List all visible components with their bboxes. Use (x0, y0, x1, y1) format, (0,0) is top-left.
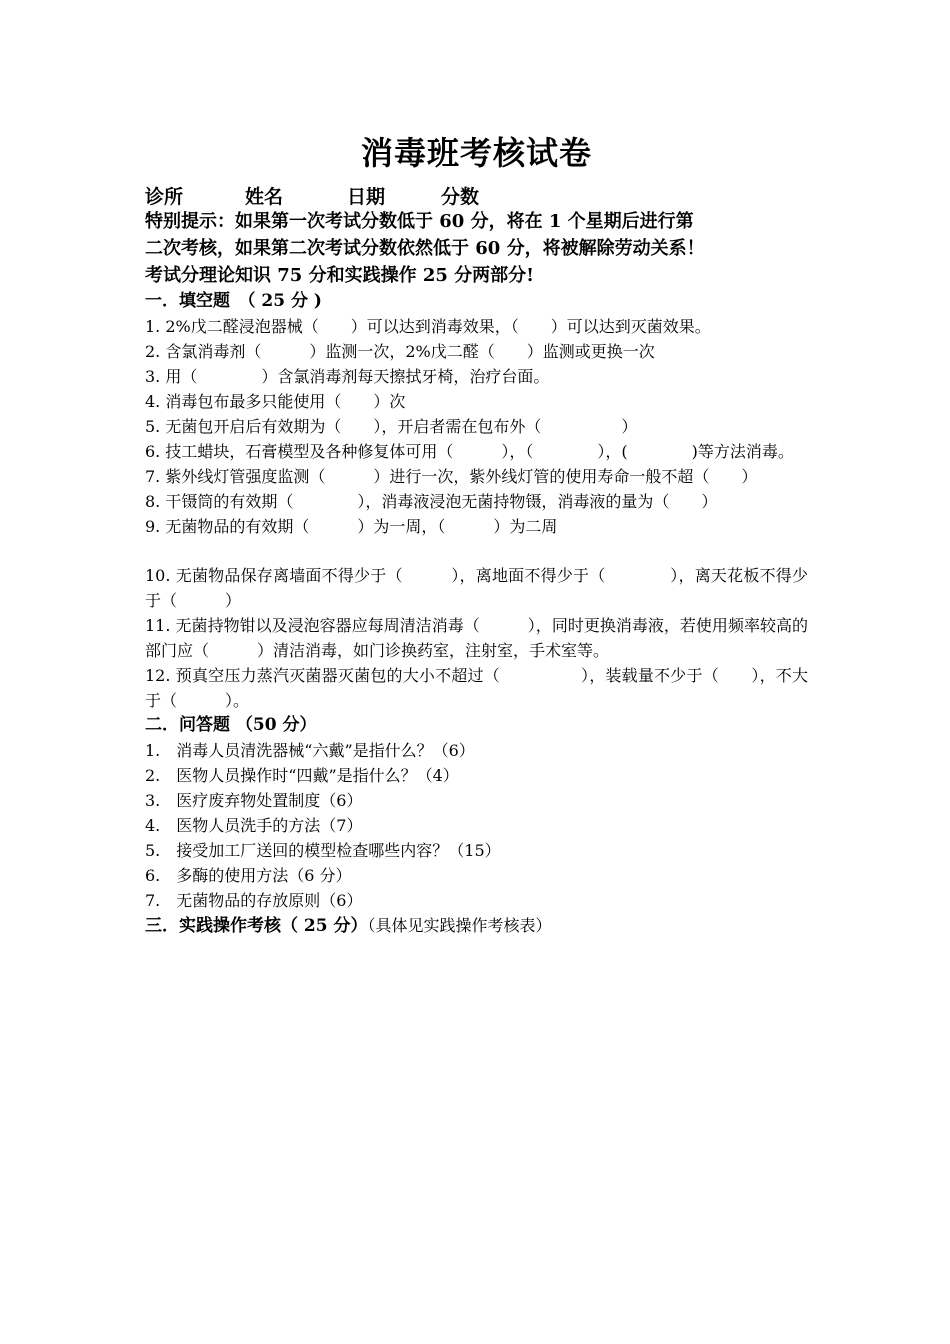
fill-question: 8. 干镊筒的有效期（ ），消毒液浸泡无菌持物镊，消毒液的量为（ ） (145, 492, 718, 511)
info-name: 姓名 (245, 186, 284, 208)
fill-question: 4. 消毒包布最多只能使用（ ）次 (145, 392, 406, 411)
practice-note: （具体见实践操作考核表） (367, 916, 552, 935)
fill-question: 10. 无菌物品保存离墙面不得少于（ ），离地面不得少于（ ），离天花板不得少于（ ） (145, 566, 808, 610)
section-heading-qa: 二．问答题 （50 分） (145, 715, 317, 735)
qa-question: 1. 消毒人员清洗器械“六戴”是指什么？（6） (145, 741, 475, 760)
notice-line: 特别提示：如果第一次考试分数低于 60 分，将在 1 个星期后进行第 (145, 211, 694, 232)
fill-question: 12. 预真空压力蒸汽灭菌器灭菌包的大小不超过（ ），装载量不少于（ ），不大于（ ）。 (145, 666, 808, 710)
notice-line: 考试分理论知识 75 分和实践操作 25 分两部分! (145, 265, 535, 286)
qa-question: 7. 无菌物品的存放原则（6） (145, 891, 363, 910)
section-heading-fill: 一．填空题 （ 25 分 ) (145, 291, 322, 311)
section-heading-practice: 三．实践操作考核（ 25 分） (145, 916, 368, 936)
fill-question: 3. 用（ ）含氯消毒剂每天擦拭牙椅，治疗台面。 (145, 367, 550, 386)
fill-question: 6. 技工蜡块，石膏模型及各种修复体可用（ ），（ ），( )等方法消毒。 (145, 442, 794, 461)
fill-question: 9. 无菌物品的有效期（ ）为一周，（ ）为二周 (145, 517, 558, 536)
page-title: 消毒班考核试卷 (360, 134, 592, 172)
qa-question: 5. 接受加工厂送回的模型检查哪些内容？（15） (145, 841, 501, 860)
fill-question: 2. 含氯消毒剂（ ）监测一次，2%戊二醛（ ）监测或更换一次 (145, 342, 655, 361)
fill-question: 11. 无菌持物钳以及浸泡容器应每周清洁消毒（ ），同时更换消毒液，若使用频率较高的部门应（ ）清洁消毒，如门诊换药室，注射室，手术室等。 (145, 616, 808, 660)
notice-block (145, 208, 808, 289)
qa-question: 2. 医物人员操作时“四戴”是指什么？（4） (145, 766, 459, 785)
info-row (145, 182, 808, 208)
fill-question: 5. 无菌包开启后有效期为（ ），开启者需在包布外（ ） (145, 417, 638, 436)
section-practice (145, 913, 808, 939)
fill-question: 1. 2%戊二醛浸泡器械（ ）可以达到消毒效果，（ ）可以达到灭菌效果。 (145, 317, 711, 336)
info-clinic: 诊所 (145, 186, 184, 208)
spacer (145, 539, 808, 563)
info-score: 分数 (441, 186, 480, 208)
fill-question: 7. 紫外线灯管强度监测（ ）进行一次，紫外线灯管的使用寿命一般不超（ ） (145, 467, 758, 486)
qa-question: 3. 医疗废弃物处置制度（6） (145, 791, 363, 810)
notice-line: 二次考核，如果第二次考试分数依然低于 60 分，将被解除劳动关系！ (145, 238, 705, 259)
qa-question: 4. 医物人员洗手的方法（7） (145, 816, 363, 835)
exam-content (145, 128, 808, 939)
qa-question: 6. 多酶的使用方法（6 分） (145, 866, 352, 885)
info-date: 日期 (347, 186, 386, 208)
